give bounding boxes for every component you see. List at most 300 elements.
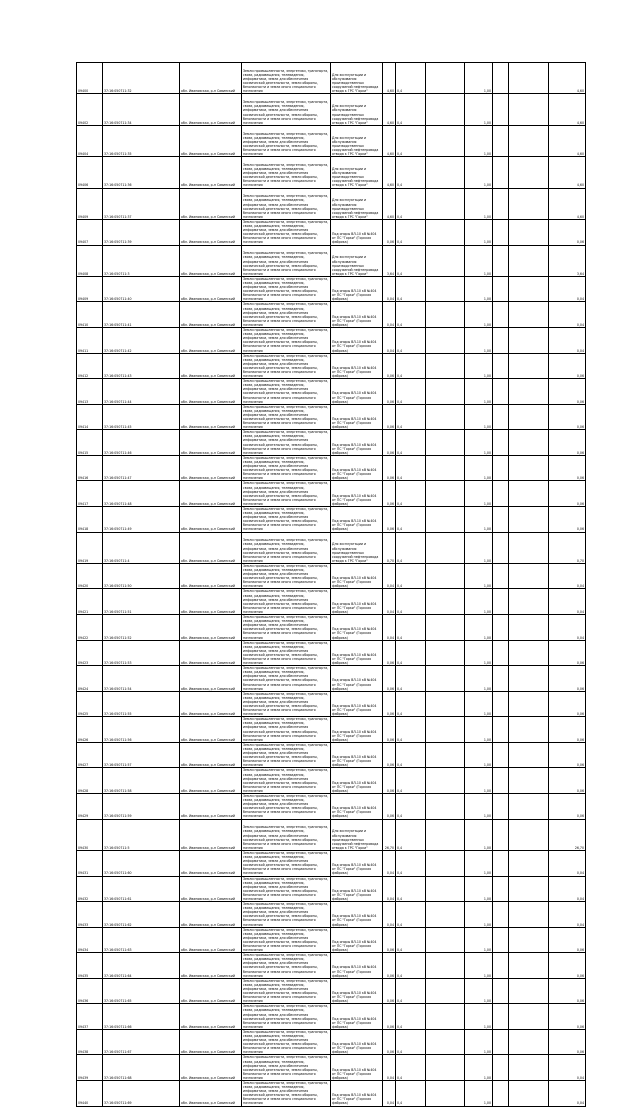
price-cell: 1,00 [465,691,493,717]
empty-cell [509,353,549,379]
coefficient-cell: 0,4 [396,157,426,188]
empty-cell [509,902,549,928]
address-cell: обл. Ивановская, р-н Савинский [180,717,242,743]
value-cell: 0,04 [549,1055,586,1081]
table-row [77,430,586,456]
row-number: 09421 [77,589,103,615]
price-cell: 1,00 [465,125,493,156]
cadastral-number: 37:16:050711:68 [103,1055,180,1081]
address-cell: обл. Ивановская, р-н Савинский [180,481,242,507]
permitted-use-cell: Под опоры ВЛ-10 кВ №404 от ПС "Горки" (Горская фабрика) [331,793,383,819]
empty-cell [493,379,509,405]
table-row [77,302,586,328]
value-cell: 0,04 [549,1081,586,1107]
permitted-use-cell: Под опоры ВЛ-10 кВ №404 от ПС "Горки" (Горская фабрика) [331,615,383,641]
land-category-cell: Земли промышленности, энергетики, транспорта, связи, радиовещания, телевидения, информатики, земли для обеспечения космической деятельности, земли обороны, безопасности и земли иного специального назначения [242,691,331,717]
cadastral-number: 37:16:050711:56 [103,717,180,743]
table-row [77,532,586,563]
coefficient-cell: 0,4 [396,1081,426,1107]
empty-cell [493,927,509,953]
row-number: 09427 [77,742,103,768]
area-cell: 0,06 [383,666,396,692]
empty-cell [426,876,465,902]
price-cell: 1,00 [465,717,493,743]
value-cell: 0,06 [549,404,586,430]
address-cell: обл. Ивановская, р-н Савинский [180,742,242,768]
empty-cell [493,1004,509,1030]
address-cell: обл. Ивановская, р-н Савинский [180,353,242,379]
price-cell: 1,00 [465,276,493,302]
land-category-cell: Земли промышленности, энергетики, транспорта, связи, радиовещания, телевидения, информатики, земли для обеспечения космической деятельности, земли обороны, безопасности и земли иного специального назначения [242,94,331,125]
land-category-cell: Земли промышленности, энергетики, транспорта, связи, радиовещания, телевидения, информатики, земли для обеспечения космической деятельности, земли обороны, безопасности и земли иного специального назначения [242,404,331,430]
empty-cell [509,481,549,507]
price-cell: 1,00 [465,404,493,430]
empty-cell [426,717,465,743]
permitted-use-cell: Под опоры ВЛ-10 кВ №404 от ПС "Горки" (Горская фабрика) [331,379,383,405]
row-number: 09411 [77,328,103,354]
table-row [77,927,586,953]
value-cell: 0,06 [549,691,586,717]
empty-cell [426,742,465,768]
row-number: 09409 [77,188,103,219]
area-cell: 0,06 [383,353,396,379]
value-cell: 3,64 [549,245,586,276]
empty-cell [493,430,509,456]
empty-cell [426,927,465,953]
area-cell: 0,06 [383,404,396,430]
permitted-use-cell: Под опоры ВЛ-10 кВ №404 от ПС "Горки" (Горская фабрика) [331,1004,383,1030]
address-cell: обл. Ивановская, р-н Савинский [180,404,242,430]
empty-cell [509,1055,549,1081]
area-cell: 4,60 [383,125,396,156]
row-number: 09428 [77,768,103,794]
coefficient-cell: 0,4 [396,455,426,481]
row-number: 09425 [77,691,103,717]
price-cell: 1,00 [465,768,493,794]
empty-cell [426,353,465,379]
price-cell: 1,00 [465,506,493,532]
empty-cell [509,157,549,188]
address-cell: обл. Ивановская, р-н Савинский [180,63,242,94]
coefficient-cell: 0,4 [396,927,426,953]
coefficient-cell: 0,4 [396,768,426,794]
value-cell: 0,06 [549,768,586,794]
address-cell: обл. Ивановская, р-н Савинский [180,532,242,563]
cadastral-number: 37:16:050711:48 [103,481,180,507]
empty-cell [509,978,549,1004]
area-cell: 0,04 [383,563,396,589]
table-row [77,379,586,405]
table-row [77,1081,586,1107]
empty-cell [509,953,549,979]
address-cell: обл. Ивановская, р-н Савинский [180,219,242,245]
cadastral-number: 37:16:050711:53 [103,640,180,666]
value-cell: 0,70 [549,532,586,563]
empty-cell [493,589,509,615]
address-cell: обл. Ивановская, р-н Савинский [180,953,242,979]
address-cell: обл. Ивановская, р-н Савинский [180,902,242,928]
area-cell: 0,06 [383,481,396,507]
land-category-cell: Земли промышленности, энергетики, транспорта, связи, радиовещания, телевидения, информатики, земли для обеспечения космической деятельности, земли обороны, безопасности и земли иного специального назначения [242,188,331,219]
area-cell: 0,04 [383,876,396,902]
cadastral-number: 37:16:050711:34 [103,94,180,125]
area-cell: 4,60 [383,63,396,94]
value-cell: 4,60 [549,188,586,219]
area-cell: 0,06 [383,379,396,405]
price-cell: 1,00 [465,157,493,188]
address-cell: обл. Ивановская, р-н Савинский [180,1081,242,1107]
address-cell: обл. Ивановская, р-н Савинский [180,640,242,666]
price-cell: 1,00 [465,953,493,979]
table-row [77,717,586,743]
row-number: 09410 [77,302,103,328]
price-cell: 1,00 [465,615,493,641]
cadastral-number: 37:16:050711:5 [103,819,180,850]
empty-cell [493,819,509,850]
area-cell: 0,04 [383,302,396,328]
empty-cell [493,953,509,979]
value-cell: 0,06 [549,978,586,1004]
area-cell: 0,70 [383,532,396,563]
empty-cell [509,1029,549,1055]
row-number: 09429 [77,793,103,819]
empty-cell [426,404,465,430]
empty-cell [426,589,465,615]
empty-cell [493,978,509,1004]
empty-cell [426,302,465,328]
empty-cell [509,404,549,430]
area-cell: 0,06 [383,640,396,666]
table-row [77,455,586,481]
empty-cell [509,455,549,481]
land-category-cell: Земли промышленности, энергетики, транспорта, связи, радиовещания, телевидения, информатики, земли для обеспечения космической деятельности, земли обороны, безопасности и земли иного специального назначения [242,666,331,692]
area-cell: 0,06 [383,768,396,794]
coefficient-cell: 0,4 [396,481,426,507]
table-row [77,615,586,641]
permitted-use-cell: Под опоры ВЛ-10 кВ №404 от ПС "Горки" (Горская фабрика) [331,850,383,876]
land-category-cell: Земли промышленности, энергетики, транспорта, связи, радиовещания, телевидения, информатики, земли для обеспечения космической деятельности, земли обороны, безопасности и земли иного специального назначения [242,276,331,302]
permitted-use-cell: Для эксплуатации и обслуживания производственных сооружений нефтепровода отвода к ГРС "Горки" [331,125,383,156]
area-cell: 3,64 [383,245,396,276]
table-row [77,902,586,928]
empty-cell [426,793,465,819]
empty-cell [509,63,549,94]
price-cell: 1,00 [465,379,493,405]
coefficient-cell: 0,4 [396,589,426,615]
value-cell: 0,06 [549,742,586,768]
empty-cell [509,793,549,819]
permitted-use-cell: Под опоры ВЛ-10 кВ №404 от ПС "Горки" (Горская фабрика) [331,506,383,532]
address-cell: обл. Ивановская, р-н Савинский [180,876,242,902]
cadastral-number: 37:16:050711:55 [103,691,180,717]
empty-cell [426,850,465,876]
land-category-cell: Земли промышленности, энергетики, транспорта, связи, радиовещания, телевидения, информатики, земли для обеспечения космической деятельности, земли обороны, безопасности и земли иного специального назначения [242,615,331,641]
row-number: 09435 [77,953,103,979]
empty-cell [426,953,465,979]
price-cell: 1,00 [465,563,493,589]
coefficient-cell: 0,4 [396,219,426,245]
empty-cell [509,742,549,768]
permitted-use-cell: Под опоры ВЛ-10 кВ №404 от ПС "Горки" (Горская фабрика) [331,876,383,902]
table-row [77,953,586,979]
coefficient-cell: 0,4 [396,245,426,276]
empty-cell [493,63,509,94]
area-cell: 0,06 [383,1004,396,1030]
price-cell: 1,00 [465,481,493,507]
price-cell: 1,00 [465,902,493,928]
row-number: 09409 [77,276,103,302]
empty-cell [493,276,509,302]
table-row [77,978,586,1004]
permitted-use-cell: Для эксплуатации и обслуживания производственных сооружений нефтепровода отвода к ГРС "Горки" [331,63,383,94]
coefficient-cell: 0,4 [396,1029,426,1055]
empty-cell [426,615,465,641]
value-cell: 0,04 [549,563,586,589]
row-number: 09402 [77,94,103,125]
value-cell: 0,06 [549,1004,586,1030]
permitted-use-cell: Под опоры ВЛ-10 кВ №404 от ПС "Горки" (Горская фабрика) [331,563,383,589]
empty-cell [509,589,549,615]
cadastral-number: 37:16:050711:43 [103,353,180,379]
permitted-use-cell: Под опоры ВЛ-10 кВ №404 от ПС "Горки" (Горская фабрика) [331,978,383,1004]
permitted-use-cell: Под опоры ВЛ-10 кВ №404 от ПС "Горки" (Горская фабрика) [331,276,383,302]
price-cell: 1,00 [465,1081,493,1107]
empty-cell [493,404,509,430]
coefficient-cell: 0,4 [396,94,426,125]
row-number: 09404 [77,125,103,156]
row-number: 09406 [77,157,103,188]
row-number: 09418 [77,506,103,532]
value-cell: 0,04 [549,276,586,302]
cadastral-number: 37:16:050711:61 [103,876,180,902]
coefficient-cell: 0,4 [396,188,426,219]
permitted-use-cell: Под опоры ВЛ-10 кВ №404 от ПС "Горки" (Горская фабрика) [331,455,383,481]
cadastral-number: 37:16:050711:52 [103,615,180,641]
row-number: 09420 [77,563,103,589]
empty-cell [426,219,465,245]
row-number: 09412 [77,353,103,379]
cadastral-number: 37:16:050711:66 [103,1004,180,1030]
empty-cell [426,1081,465,1107]
value-cell: 0,06 [549,1029,586,1055]
land-category-cell: Земли промышленности, энергетики, транспорта, связи, радиовещания, телевидения, информатики, земли для обеспечения космической деятельности, земли обороны, безопасности и земли иного специального назначения [242,430,331,456]
address-cell: обл. Ивановская, р-н Савинский [180,188,242,219]
empty-cell [493,615,509,641]
value-cell: 0,06 [549,717,586,743]
table-row [77,691,586,717]
address-cell: обл. Ивановская, р-н Савинский [180,302,242,328]
land-category-cell: Земли промышленности, энергетики, транспорта, связи, радиовещания, телевидения, информатики, земли для обеспечения космической деятельности, земли обороны, безопасности и земли иного специального назначения [242,717,331,743]
area-cell: 0,06 [383,430,396,456]
land-category-cell: Земли промышленности, энергетики, транспорта, связи, радиовещания, телевидения, информатики, земли для обеспечения космической деятельности, земли обороны, безопасности и земли иного специального назначения [242,1004,331,1030]
cadastral-number: 37:16:050711:69 [103,1081,180,1107]
address-cell: обл. Ивановская, р-н Савинский [180,927,242,953]
row-number: 09436 [77,978,103,1004]
empty-cell [509,188,549,219]
row-number: 09400 [77,63,103,94]
row-number: 09437 [77,1004,103,1030]
empty-cell [509,219,549,245]
value-cell: 0,06 [549,219,586,245]
empty-cell [426,1004,465,1030]
coefficient-cell: 0,4 [396,353,426,379]
row-number: 09413 [77,379,103,405]
value-cell: 0,06 [549,481,586,507]
price-cell: 1,00 [465,302,493,328]
empty-cell [509,302,549,328]
empty-cell [493,691,509,717]
price-cell: 1,00 [465,1004,493,1030]
coefficient-cell: 0,4 [396,819,426,850]
price-cell: 1,00 [465,188,493,219]
value-cell: 0,04 [549,902,586,928]
address-cell: обл. Ивановская, р-н Савинский [180,1029,242,1055]
empty-cell [493,532,509,563]
empty-cell [493,850,509,876]
coefficient-cell: 0,4 [396,640,426,666]
land-category-cell: Земли промышленности, энергетики, транспорта, связи, радиовещания, телевидения, информатики, земли для обеспечения космической деятельности, земли обороны, безопасности и земли иного специального назначения [242,63,331,94]
table-body [77,63,586,1107]
land-category-cell: Земли промышленности, энергетики, транспорта, связи, радиовещания, телевидения, информатики, земли для обеспечения космической деятельности, земли обороны, безопасности и земли иного специального назначения [242,379,331,405]
area-cell: 4,60 [383,157,396,188]
area-cell: 0,06 [383,793,396,819]
row-number: 09422 [77,615,103,641]
price-cell: 1,00 [465,876,493,902]
cadastral-number: 37:16:050711:63 [103,927,180,953]
empty-cell [509,876,549,902]
table-row [77,481,586,507]
empty-cell [493,666,509,692]
row-number: 09408 [77,245,103,276]
permitted-use-cell: Для эксплуатации и обслуживания производственных сооружений нефтепровода отвода к ГРС "Горки" [331,157,383,188]
cadastral-number: 37:16:050711:49 [103,506,180,532]
empty-cell [426,1055,465,1081]
coefficient-cell: 0,4 [396,717,426,743]
empty-cell [493,1055,509,1081]
price-cell: 1,00 [465,978,493,1004]
cadastral-number: 37:16:050711:62 [103,902,180,928]
area-cell: 0,06 [383,455,396,481]
address-cell: обл. Ивановская, р-н Савинский [180,1055,242,1081]
permitted-use-cell: Под опоры ВЛ-10 кВ №404 от ПС "Горки" (Горская фабрика) [331,927,383,953]
cadastral-number: 37:16:050711:39 [103,219,180,245]
cadastral-number: 37:16:050711:36 [103,157,180,188]
area-cell: 0,04 [383,1055,396,1081]
land-category-cell: Земли промышленности, энергетики, транспорта, связи, радиовещания, телевидения, информатики, земли для обеспечения космической деятельности, земли обороны, безопасности и земли иного специального назначения [242,819,331,850]
coefficient-cell: 0,4 [396,691,426,717]
value-cell: 0,06 [549,506,586,532]
value-cell: 0,06 [549,793,586,819]
value-cell: 4,60 [549,125,586,156]
empty-cell [426,125,465,156]
coefficient-cell: 0,4 [396,563,426,589]
area-cell: 0,04 [383,850,396,876]
address-cell: обл. Ивановская, р-н Савинский [180,768,242,794]
row-number: 09414 [77,404,103,430]
cadastral-number: 37:16:050711:3 [103,245,180,276]
permitted-use-cell: Под опоры ВЛ-10 кВ №404 от ПС "Горки" (Горская фабрика) [331,742,383,768]
address-cell: обл. Ивановская, р-н Савинский [180,793,242,819]
area-cell: 4,60 [383,94,396,125]
price-cell: 1,00 [465,455,493,481]
table-row [77,94,586,125]
coefficient-cell: 0,4 [396,615,426,641]
address-cell: обл. Ивановская, р-н Савинский [180,455,242,481]
cadastral-number: 37:16:050711:32 [103,63,180,94]
land-category-cell: Земли промышленности, энергетики, транспорта, связи, радиовещания, телевидения, информатики, земли для обеспечения космической деятельности, земли обороны, безопасности и земли иного специального назначения [242,219,331,245]
empty-cell [509,768,549,794]
coefficient-cell: 0,4 [396,125,426,156]
empty-cell [493,455,509,481]
empty-cell [426,666,465,692]
empty-cell [426,63,465,94]
price-cell: 1,00 [465,666,493,692]
area-cell: 0,06 [383,1029,396,1055]
cadastral-number: 37:16:050711:59 [103,793,180,819]
permitted-use-cell: Под опоры ВЛ-10 кВ №404 от ПС "Горки" (Горская фабрика) [331,430,383,456]
land-category-cell: Земли промышленности, энергетики, транспорта, связи, радиовещания, телевидения, информатики, земли для обеспечения космической деятельности, земли обороны, безопасности и земли иного специального назначения [242,532,331,563]
empty-cell [493,876,509,902]
table-row [77,563,586,589]
coefficient-cell: 0,4 [396,430,426,456]
empty-cell [509,666,549,692]
empty-cell [509,245,549,276]
empty-cell [493,302,509,328]
empty-cell [493,188,509,219]
coefficient-cell: 0,4 [396,404,426,430]
table-row [77,219,586,245]
area-cell: 0,06 [383,219,396,245]
cadastral-number: 37:16:050711:57 [103,742,180,768]
empty-cell [493,717,509,743]
empty-cell [509,640,549,666]
empty-cell [426,379,465,405]
permitted-use-cell: Под опоры ВЛ-10 кВ №404 от ПС "Горки" (Горская фабрика) [331,1055,383,1081]
land-category-cell: Земли промышленности, энергетики, транспорта, связи, радиовещания, телевидения, информатики, земли для обеспечения космической деятельности, земли обороны, безопасности и земли иного специального назначения [242,157,331,188]
cadastral-number: 37:16:050711:37 [103,188,180,219]
coefficient-cell: 0,4 [396,1055,426,1081]
permitted-use-cell: Под опоры ВЛ-10 кВ №404 от ПС "Горки" (Горская фабрика) [331,666,383,692]
price-cell: 1,00 [465,430,493,456]
row-number: 09416 [77,455,103,481]
permitted-use-cell: Под опоры ВЛ-10 кВ №404 от ПС "Горки" (Горская фабрика) [331,481,383,507]
row-number: 09423 [77,640,103,666]
cadastral-number: 37:16:050711:67 [103,1029,180,1055]
table-row [77,125,586,156]
address-cell: обл. Ивановская, р-н Савинский [180,276,242,302]
land-category-cell: Земли промышленности, энергетики, транспорта, связи, радиовещания, телевидения, информатики, земли для обеспечения космической деятельности, земли обороны, безопасности и земли иного специального назначения [242,640,331,666]
empty-cell [509,615,549,641]
area-cell: 0,04 [383,589,396,615]
area-cell: 0,04 [383,615,396,641]
value-cell: 0,06 [549,927,586,953]
permitted-use-cell: Для эксплуатации и обслуживания производственных сооружений нефтепровода отвода к ГРС "Горки" [331,188,383,219]
cadastral-number: 37:16:050711:46 [103,430,180,456]
table-row [77,793,586,819]
table-row [77,1004,586,1030]
permitted-use-cell: Для эксплуатации и обслуживания производственных сооружений нефтепровода отвода к ГРС "Горки" [331,532,383,563]
cadastral-number: 37:16:050711:4 [103,532,180,563]
row-number: 09431 [77,850,103,876]
address-cell: обл. Ивановская, р-н Савинский [180,328,242,354]
area-cell: 0,04 [383,1081,396,1107]
empty-cell [426,902,465,928]
empty-cell [509,1004,549,1030]
permitted-use-cell: Под опоры ВЛ-10 кВ №404 от ПС "Горки" (Горская фабрика) [331,328,383,354]
land-category-cell: Земли промышленности, энергетики, транспорта, связи, радиовещания, телевидения, информатики, земли для обеспечения космической деятельности, земли обороны, безопасности и земли иного специального назначения [242,245,331,276]
empty-cell [493,481,509,507]
value-cell: 0,06 [549,430,586,456]
